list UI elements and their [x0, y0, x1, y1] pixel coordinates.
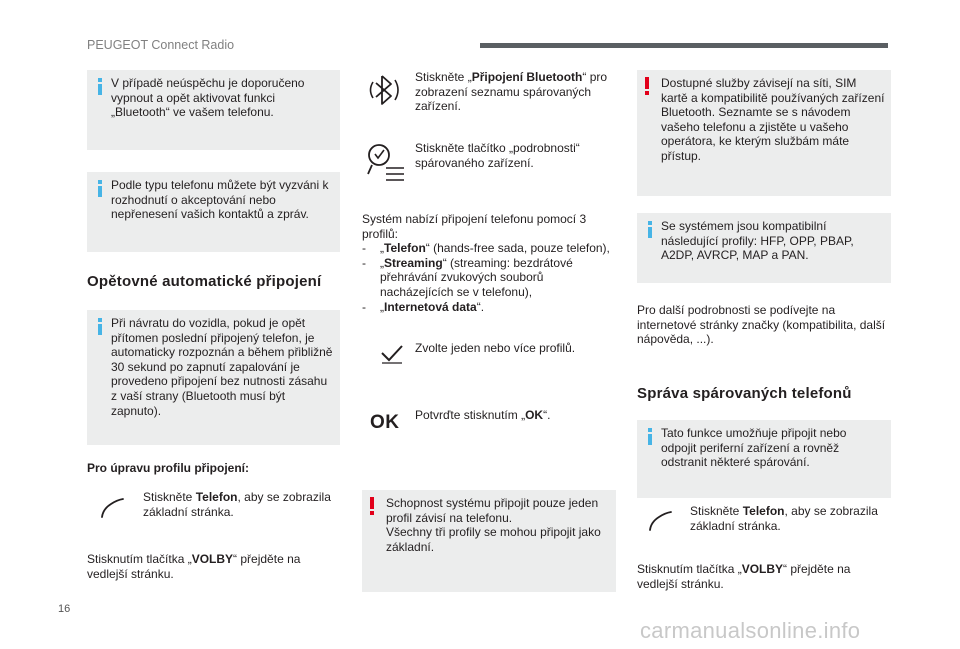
info-box-bluetooth-retry	[87, 70, 340, 150]
warning-text: Dostupné služby závisejí na síti, SIM kartě a kompatibilitě používaných zařízení Bluetooth. Seznamte se s návodem vašeho telefonu a zjistěte u vašeho operátora, ke kterým službám máte přístup.	[661, 76, 885, 163]
step-bluetooth-connection: Stiskněte „Připojení Bluetooth“ pro zobrazení seznamu spárovaných zařízení.	[415, 70, 608, 114]
more-details-text: Pro další podrobnosti se podívejte na internetové stránky značky (kompatibilita, další nápověda, ...).	[637, 303, 886, 347]
phone-handset-icon	[100, 497, 126, 519]
heading-auto-reconnect: Opětovné automatické připojení	[87, 273, 322, 290]
info-text: Podle typu telefonu můžete být vyzváni k rozhodnutí o akceptování nebo nepřenesení vašich kontaktů a zpráv.	[111, 178, 329, 222]
warning-box-services	[637, 70, 891, 196]
info-box-profiles	[637, 213, 891, 283]
profiles-list	[362, 241, 617, 314]
info-box-contacts	[87, 172, 340, 252]
profile-heading: Pro úpravu profilu připojení:	[87, 461, 249, 475]
list-item: - „Internetová data“.	[362, 300, 617, 315]
info-text: V případě neúspěchu je doporučeno vypnout a opět aktivovat funkci „Bluetooth“ ve vašem telefonu.	[111, 76, 305, 120]
profiles-intro: Systém nabízí připojení telefonu pomocí 3 profilů: - „Telefon“ (hands-free sada, pouze telefon), - „Streaming“ (streaming: bezdrátové přehrávání zvukových souborů nacházejících se v telefonu), - „Internetová data“.	[362, 212, 617, 314]
warning-text: Schopnost systému připojit pouze jeden profil závisí na telefonu. Všechny tři profily se mohou připojit jako základní.	[386, 496, 601, 554]
step-select-profiles: Zvolte jeden nebo více profilů.	[415, 341, 576, 355]
info-box-manage	[637, 420, 891, 498]
header-bar	[480, 43, 888, 48]
info-icon	[648, 428, 652, 445]
list-item: - „Streaming“ (streaming: bezdrátové přehrávání zvukových souborů nacházejících se v telefonu),	[362, 256, 617, 300]
checkbox-tick-icon	[380, 343, 404, 365]
info-text: Tato funkce umožňuje připojit nebo odpojit periferní zařízení a rovněž odstranit některé spárování.	[661, 426, 847, 470]
list-item: - „Telefon“ (hands-free sada, pouze telefon),	[362, 241, 617, 256]
step-options: Stisknutím tlačítka „VOLBY“ přejděte na vedlejší stránku.	[87, 552, 301, 581]
ok-icon: OK	[370, 412, 400, 433]
step-phone: Stiskněte Telefon, aby se zobrazila základní stránka.	[143, 490, 331, 519]
info-text: Při návratu do vozidla, pokud je opět přítomen poslední připojený telefon, je automaticky rozpoznán a během přibližně 30 sekund po zapnutí zapalování je provedeno připojení bez nutnosti zásahu z vaší strany (Bluetooth musí být zapnuto).	[111, 316, 333, 418]
info-box-reconnect	[87, 310, 340, 445]
step-options: Stisknutím tlačítka „VOLBY“ přejděte na vedlejší stránku.	[637, 562, 851, 591]
info-icon	[648, 221, 652, 238]
page-number: 16	[58, 603, 71, 615]
info-text: Se systémem jsou kompatibilní následující profily: HFP, OPP, PBAP, A2DP, AVRCP, MAP a PAN.	[661, 219, 854, 263]
warning-icon	[370, 497, 374, 515]
info-icon	[98, 78, 102, 95]
device-details-icon	[366, 140, 406, 184]
bluetooth-icon	[368, 70, 404, 110]
info-icon	[98, 180, 102, 197]
heading-paired-phones: Správa spárovaných telefonů	[637, 385, 852, 402]
warning-box-profiles	[362, 490, 616, 592]
phone-handset-icon	[648, 510, 674, 532]
warning-icon	[645, 77, 649, 95]
step-phone: Stiskněte Telefon, aby se zobrazila základní stránka.	[690, 504, 878, 533]
running-header: PEUGEOT Connect Radio	[87, 38, 235, 52]
step-confirm: Potvrďte stisknutím „OK“.	[415, 408, 551, 422]
info-icon	[98, 318, 102, 335]
watermark: carmanualsonline.info	[640, 618, 861, 643]
step-details: Stiskněte tlačítko „podrobnosti“ spárovaného zařízení.	[415, 141, 580, 170]
